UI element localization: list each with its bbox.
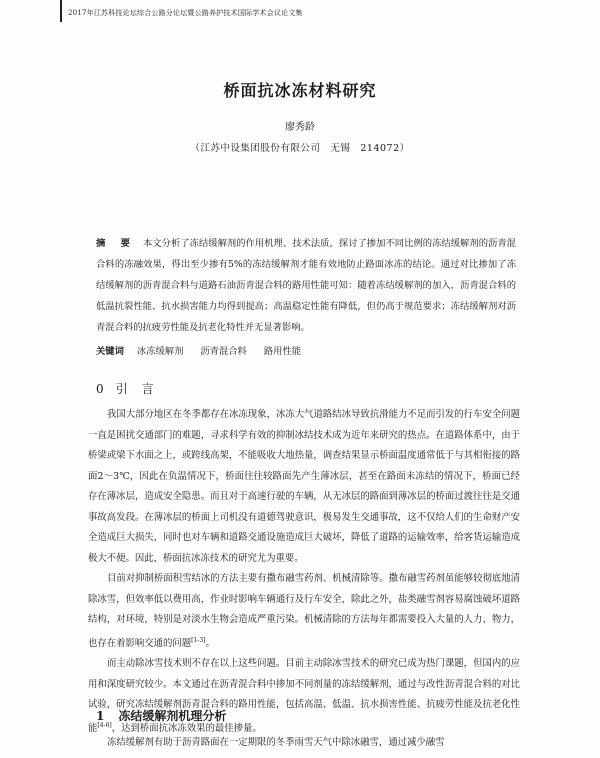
section-heading-mechanism bbox=[96, 707, 226, 724]
author: 廖秀龄 bbox=[285, 122, 315, 133]
body-text bbox=[88, 405, 520, 739]
affiliation: （江苏中设集团股份有限公司 无锡 214072） bbox=[190, 143, 410, 154]
keywords-label: 关键词 bbox=[96, 346, 124, 357]
section-heading-intro bbox=[96, 380, 168, 397]
section-number: 1 bbox=[96, 709, 105, 723]
paragraph bbox=[88, 654, 520, 739]
section-title: 引言 bbox=[115, 382, 168, 396]
paragraph-text: 目前对抑制桥面积雪结冰的方法主要有撒布融雪药剂、机械清除等。撒布融雪药剂虽能够较彻底地清除冰雪，但效率低以费用高，作业时影响车辆通行及行车安全，除此之外，盐类融雪剂容易腐蚀破坏道路结构，对环境，特别是对淡水生物会造成严重污染。机械清除的方法每年都需要投入大量的人力、物力，也存在着影响交通的问题 bbox=[88, 573, 520, 649]
header-rule bbox=[60, 0, 62, 22]
keywords bbox=[96, 343, 516, 357]
abstract bbox=[96, 233, 516, 338]
citation: [1-3] bbox=[191, 636, 206, 644]
running-head: 2017年江苏科技论坛综合公路分论坛暨公路养护技术国际学术会议论文集 bbox=[68, 9, 303, 17]
abstract-label: 摘 要 bbox=[96, 238, 133, 249]
paragraph-text: 而主动除冰雪技术则不存在以上这些问题。目前主动除冰雪技术的研究已成为热门课题，但国内的应用和深度研究较少。本文通过在沥青混合料中掺加不同剂量的冻结缓解剂，通过与改性沥青混合料的对比试验，研究冻结缓解剂沥青混合料的路用性能，包括高温、低温、抗水损害性能、抗疲劳性能及抗老化性能 bbox=[88, 658, 520, 734]
section-title: 冻结缓解剂机理分析 bbox=[118, 709, 227, 723]
abstract-text: 本文分析了冻结缓解剂的作用机理、技术法质，探讨了掺加不同比例的冻结缓解剂的沥青混合料的冻融效果，得出至少掺有5%的冻结缓解剂才能有效地防止路面冰冻的结论。通过对比掺加了冻结缓解剂的沥青混合料与道路石油沥青混合料的路用性能可知：随着冻结缓解剂的加入，沥青混合料的低温抗裂性能、抗水损害能力均得到提高；高温稳定性能有降低，但仍高于规范要求；冻结缓解剂对沥青混合料的抗疲劳性能及抗老化特性并无显著影响。 bbox=[96, 238, 516, 333]
keyword: 路用性能 bbox=[263, 346, 302, 357]
citation: [4-6] bbox=[97, 721, 112, 729]
keyword: 冰冻缓解剂 bbox=[136, 346, 184, 357]
paper-title: 桥面抗冰冻材料研究 bbox=[223, 81, 377, 100]
paragraph-text: ，达到桥面抗冰冻效果的最佳掺量。 bbox=[111, 722, 262, 734]
section-number: 0 bbox=[96, 382, 104, 396]
paragraph: 目前对抑制桥面积雪结冰的方法主要有撒布融雪药剂、机械清除等。撒布融雪药剂虽能够较彻底地清除冰雪，但效率低以费用高，作业时影响车辆通行及行车安全，除此之外，盐类融雪剂容易腐蚀破坏道路结构，对环境，特别是对淡水生物会造成严重污染。机械清除的方法每年都需要投入大量的人力、物力，也存在着影响交通的问题[1-3]。 bbox=[88, 573, 520, 649]
paragraph: 我国大部分地区在冬季都存在冰冻现象，冰冻大气道路结冰导致抗滑能力不足而引发的行车安全问题一直是困扰交通部门的难题，寻求科学有效的抑制冰结技术成为近年来研究的热点。在道路体系中，由于桥梁或梁下水面之上，或跨线高架，不能吸收大地热量，调查结果显示桥面温度通常低于与其相衔接的路面2～3℃，因此在负温情况下，桥面往往较路面先产生薄冰层，甚至在路面未冻结的情况下，桥面已经存在薄冰层，造成安全隐患。而且对于高速行驶的车辆，从无冰层的路面到薄冰层的桥面过渡往往是交通事故高发段。在薄冰层的桥面上司机没有道德驾驶意识，极易发生交通事故，这不仅给人们的生命财产安全造成巨大损失，同时也对车辆和道路交通设施造成巨大破坏，降低了道路的运输效率，给客货运输造成极大不便。因此，桥面抗冰冻技术的研究尤为重要。 bbox=[88, 409, 520, 564]
keyword: 沥青混合料 bbox=[200, 346, 247, 357]
paragraph: 冻结缓解剂有助于沥青路面在一定期限的冬季雨雪天气中除冰融雪，通过减少融雪 bbox=[107, 737, 445, 748]
